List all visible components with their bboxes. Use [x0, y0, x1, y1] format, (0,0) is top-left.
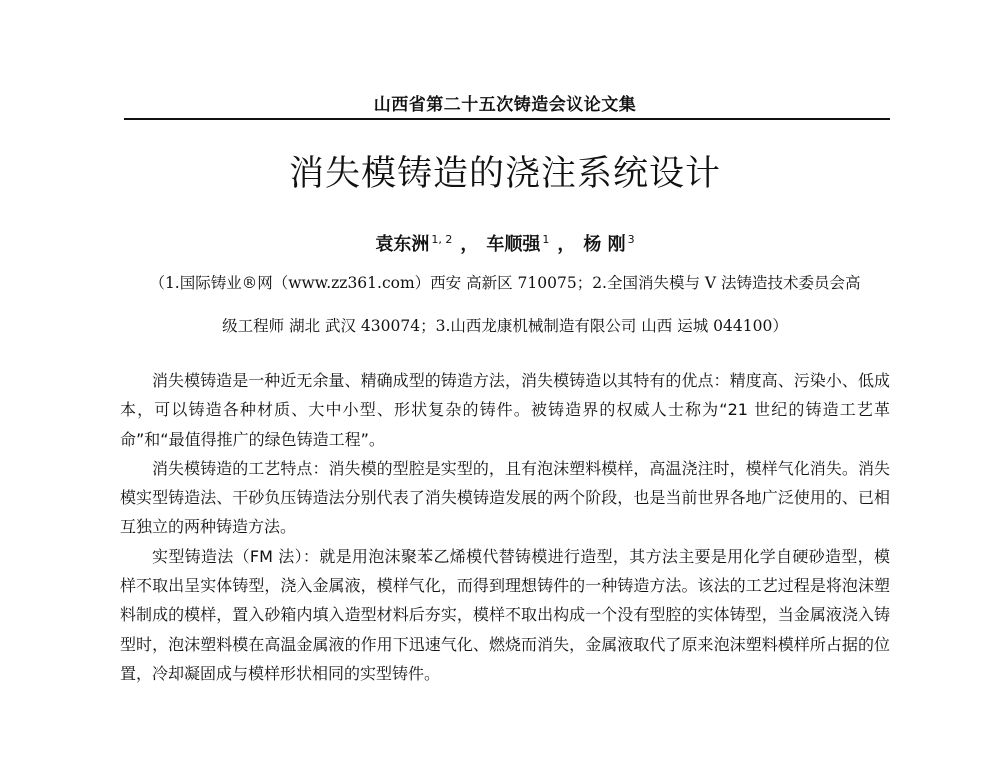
affiliation-line: 级工程师 湖北 武汉 430074；3.山西龙康机械制造有限公司 山西 运城 044100） [222, 317, 788, 335]
body-text [120, 366, 890, 688]
author-line [120, 230, 890, 256]
author-affil-mark: 1, 2 [431, 233, 453, 246]
author-name: 袁东洲 [375, 234, 430, 255]
body-paragraph: 消失模铸造的工艺特点：消失模的型腔是实型的，且有泡沫塑料模样，高温浇注时，模样气化消失。消失模实型铸造法、干砂负压铸造法分别代表了消失模铸造发展的两个阶段，也是当前世界各地广泛使用的、已相互独立的两种铸造方法。 [120, 458, 890, 537]
header-rule [124, 118, 890, 120]
body-paragraph: 消失模铸造是一种近无余量、精确成型的铸造方法，消失模铸造以其特有的优点：精度高、污染小、低成本，可以铸造各种材质、大中小型、形状复杂的铸件。被铸造界的权威人士称为“21 世纪的铸造工艺革命”和“最值得推广的绿色铸造工程”。 [120, 371, 890, 449]
paper-title: 消失模铸造的浇注系统设计 [288, 154, 721, 194]
author-affil-mark: 3 [627, 233, 635, 246]
author-name: 杨 刚 [583, 234, 626, 255]
author-name: 车顺强 [486, 234, 541, 255]
running-header: 山西省第二十五次铸造会议论文集 [373, 95, 637, 115]
affiliation-line: （1.国际铸业®网（www.zz361.com）西安 高新区 710075；2.全国消失模与 V 法铸造技术委员会高 [149, 274, 861, 292]
author-separator: ， [557, 234, 576, 255]
author-affil-mark: 1 [542, 233, 550, 246]
body-paragraph: 实型铸造法（FM 法）：就是用泡沫聚苯乙烯模代替铸模进行造型，其方法主要是用化学自硬砂造型，模样不取出呈实体铸型，浇入金属液，模样气化，而得到理想铸件的一种铸造方法。该法的工艺过程是将泡沫塑料制成的模样，置入砂箱内填入造型材料后夯实，模样不取出构成一个没有型腔的实体铸型，当金属液浇入铸型时，泡沫塑料模在高温金属液的作用下迅速气化、燃烧而消失，金属液取代了原来泡沫塑料模样所占据的位置，冷却凝固成与模样形状相同的实型铸件。 [120, 546, 890, 683]
author-separator: ， [460, 234, 479, 255]
